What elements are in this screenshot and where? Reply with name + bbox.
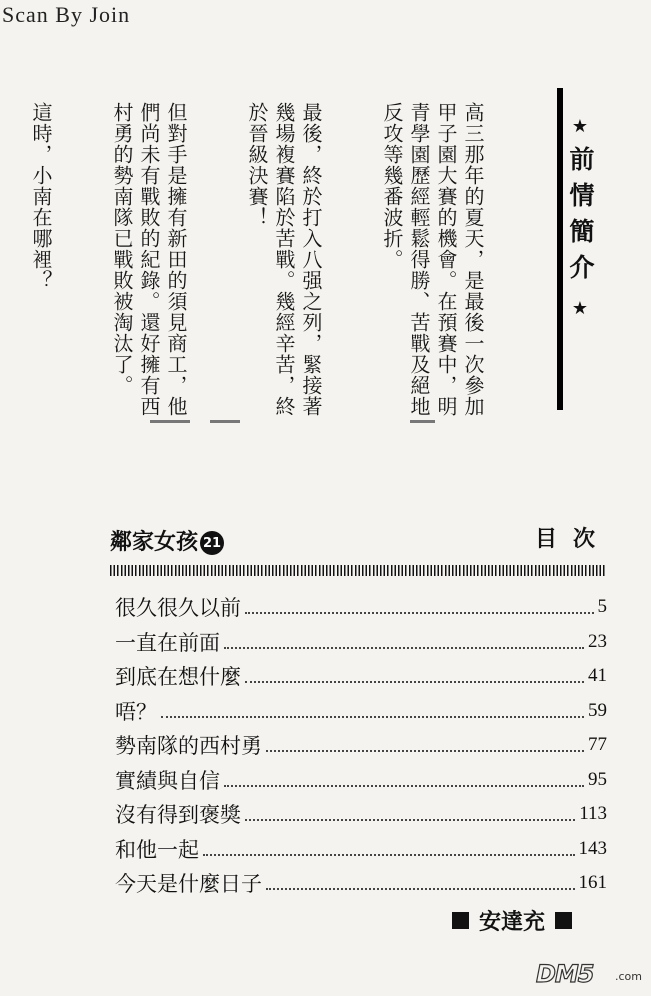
- toc-entry-page: 41: [588, 665, 607, 687]
- toc-leader: [224, 785, 584, 787]
- author-credit: [452, 905, 572, 936]
- toc-entry-page: 161: [578, 872, 607, 894]
- toc-leader: [245, 819, 575, 821]
- synopsis-paragraph: 最後，終於打入八强之列，緊接著幾場複賽陷於苦戰。幾經辛苦，終於晉級決賽！: [245, 102, 323, 417]
- toc-entry: [115, 832, 607, 867]
- toc-entry-page: 59: [588, 699, 607, 721]
- toc-entry-page: 95: [588, 768, 607, 790]
- watermark-logo: DM5: [536, 960, 594, 988]
- toc-entry-title: 今天是什麼日子: [115, 872, 262, 897]
- scanner-credit: Scan By Join: [2, 2, 131, 27]
- toc-entry-page: 143: [578, 837, 607, 859]
- series-name: 鄰家女孩: [110, 530, 199, 555]
- synopsis-header: [557, 118, 603, 390]
- toc-entry-page: 113: [579, 803, 607, 825]
- toc-leader: [245, 612, 594, 614]
- toc-leader: [266, 888, 575, 890]
- toc-entry: [115, 866, 607, 901]
- toc-entry-title: 勢南隊的西村勇: [115, 734, 262, 759]
- scan-mark: [210, 420, 240, 423]
- toc-entry-title: 一直在前面: [115, 630, 220, 655]
- synopsis-title: 前情簡介: [566, 146, 595, 290]
- synopsis-paragraph: 高三那年的夏天，是最後一次參加甲子園大賽的機會。在預賽中，明青學園歷經輕鬆得勝、苦戰及絕地反攻等幾番波折。: [380, 102, 485, 417]
- toc-list: [115, 590, 607, 901]
- scan-mark: [410, 420, 435, 423]
- toc-entry: [115, 763, 607, 798]
- toc-leader: [161, 716, 584, 718]
- square-bullet-icon: [452, 912, 469, 929]
- toc-leader: [203, 854, 575, 856]
- toc-entry-title: 實績與自信: [115, 768, 220, 793]
- star-icon: ★: [571, 298, 589, 319]
- series-title: [110, 525, 224, 556]
- site-watermark: [536, 960, 646, 992]
- synopsis-paragraph: 但對手是擁有新田的須見商工，他們尚未有戰敗的紀錄。還好擁有西村勇的勢南隊已戰敗被淘汰了。: [110, 102, 188, 417]
- toc-entry-title: 和他一起: [115, 837, 199, 862]
- scan-mark: [150, 420, 190, 423]
- toc-entry: [115, 625, 607, 660]
- toc-entry: [115, 590, 607, 625]
- synopsis-paragraph: 這時，小南在哪裡？: [29, 102, 53, 291]
- toc-rule: [110, 565, 607, 576]
- volume-badge: 21: [200, 531, 224, 555]
- toc-entry-title: 唔？: [115, 699, 157, 724]
- toc-entry: [115, 659, 607, 694]
- toc-entry: [115, 694, 607, 729]
- star-icon: ★: [571, 116, 589, 137]
- toc-entry: [115, 728, 607, 763]
- square-bullet-icon: [555, 912, 572, 929]
- author-name: 安達充: [479, 910, 546, 935]
- watermark-suffix: .com: [615, 970, 642, 983]
- toc-entry-page: 23: [588, 630, 607, 652]
- toc-leader: [266, 750, 584, 752]
- toc-heading: 目次: [535, 527, 612, 552]
- toc-entry-page: 5: [597, 596, 607, 618]
- toc-entry-title: 到底在想什麼: [115, 665, 241, 690]
- toc-entry-title: 沒有得到褒獎: [115, 803, 241, 828]
- toc-entry: [115, 797, 607, 832]
- toc-entry-page: 77: [588, 734, 607, 756]
- toc-leader: [245, 681, 584, 683]
- toc-leader: [224, 647, 584, 649]
- toc-entry-title: 很久很久以前: [115, 596, 241, 621]
- synopsis-body: [29, 102, 540, 432]
